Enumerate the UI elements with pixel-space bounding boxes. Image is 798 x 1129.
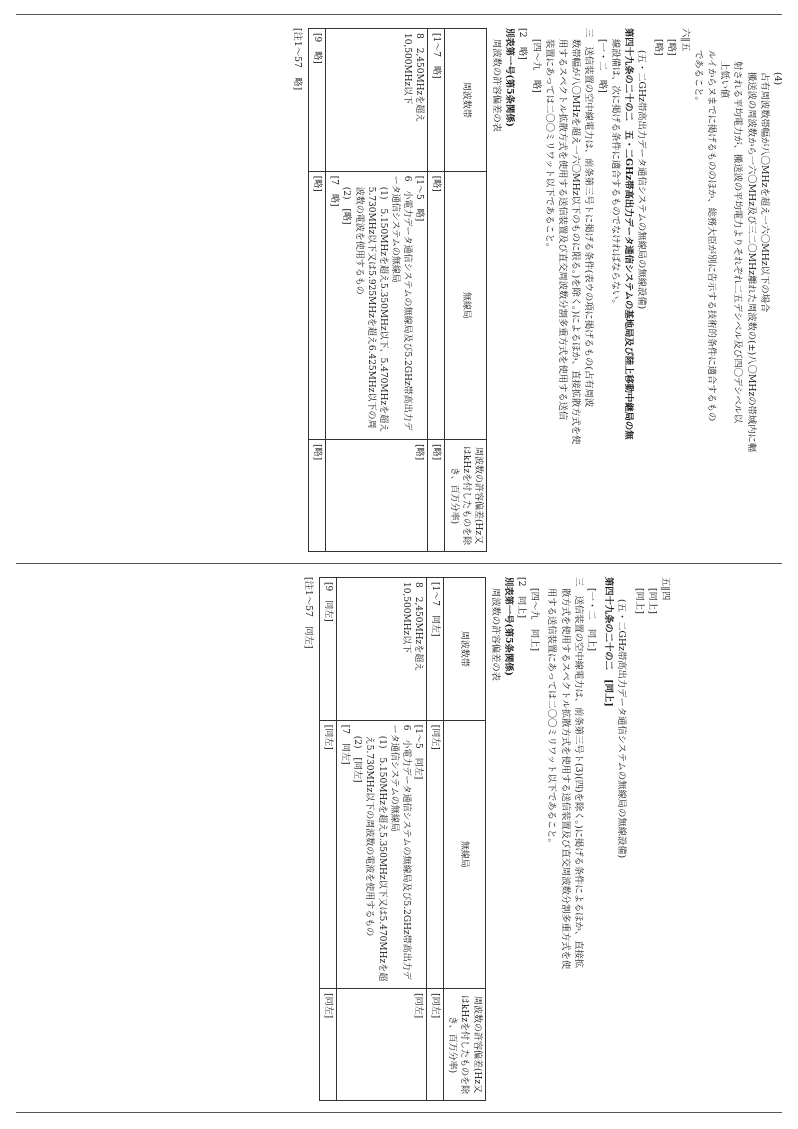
top-rule: [16, 14, 782, 15]
frequency-tolerance-table: [319, 577, 486, 1101]
cell-band: [9 略]: [309, 29, 326, 172]
cell-station: [同左]: [427, 720, 444, 988]
cell-station: [略]: [428, 171, 445, 439]
text-line: [一・二 同上]: [586, 588, 598, 652]
current-text-panel: [10, 569, 790, 1109]
frequency-tolerance-table: [308, 28, 487, 552]
station-line: [7 同左]: [340, 724, 351, 765]
station-line: (1) 5.150MHzを超え5.350MHz以下又は5.470MHzを超え5.730MHz以下の周波数の電波を使用するもの: [364, 735, 387, 982]
station-line: 6 小電力データ通信システムの無線局及び5.2GHz帯高出力データ通信システムの無線局: [390, 175, 413, 431]
cell-band: 8 2,450MHzを超え10,500MHz以下: [326, 29, 428, 172]
table-caption: 周波数の許容偏差の表: [489, 588, 501, 681]
cell-band: [9 同左]: [319, 578, 336, 721]
station-line: [1～5 同左]: [413, 724, 423, 780]
table-row: [337, 578, 427, 1101]
station-line: [7 略]: [329, 175, 340, 207]
text-line: [2 略]: [517, 28, 529, 60]
amended-text-panel: [10, 20, 790, 560]
clause-number: 五‖四: [660, 577, 671, 601]
cell-band: [1～7 略]: [428, 29, 445, 172]
table-header-row: [444, 578, 485, 1101]
text-line: 占有周波数帯幅が八〇MHzを超え一六〇MHz以下の場合: [758, 72, 770, 313]
text-line: 装置にあっては二〇〇ミリワット以下であること。: [543, 39, 555, 253]
station-line: 6 小電力データ通信システムの無線局及び5.2GHz帯高出力データ通信システムの無線局: [388, 724, 411, 980]
header-band: 周波数帯: [444, 578, 485, 721]
table-row: [326, 29, 428, 552]
text-line: 射される平均電力が、搬送波の平均電力よりそれぞれ二五デシベル及び四〇デシベル以: [732, 61, 744, 424]
article-caption: (五・二GHz帯高出力データ通信システムの無線局の無線設備): [636, 50, 648, 310]
text-line: 三 送信装置の空中線電力は、前条第三号トに掲げる条件(表ウの項に掲げるもの(占有周波: [583, 28, 595, 408]
text-line: [一・二 略]: [596, 39, 608, 93]
text-line: [同上]: [646, 588, 658, 614]
cell-tolerance: [同左]: [319, 989, 336, 1101]
text-line: 上低い値: [719, 61, 731, 99]
text-line: [四～九 略]: [530, 39, 542, 93]
text-line: ルイからヌまでに掲げるもののほか、総務大臣が別に告示する技術的条件に適合するもの: [706, 50, 718, 422]
cell-tolerance: [略]: [428, 440, 445, 552]
bottom-rule: [16, 1112, 782, 1113]
station-line: (1) 5.150MHzを超え5.350MHz以下、5.470MHzを超え5.730MHz以下又は5.925MHzを超え6.425MHz以下の周波数の電波を使用するもの: [353, 186, 388, 433]
table-note: [注1～57 同左]: [302, 577, 314, 649]
cell-tolerance: [同左]: [337, 989, 427, 1101]
text-line: 搬送波の周波数から一六〇MHz及び三二〇MHz離れた周波数の(±)八〇MHzの帯域内に輻: [745, 72, 757, 453]
cell-station: [326, 171, 428, 439]
table-header-row: [445, 29, 486, 552]
article-heading: 第四十九条の二十の二 五・二GHz帯高出力データ通信システムの基地局及び陸上移動中継局の無: [622, 28, 634, 440]
text-line: [同上]: [633, 588, 645, 614]
table-row: [309, 29, 326, 552]
cell-tolerance: [同左]: [427, 989, 444, 1101]
text-line: であること。: [692, 50, 704, 106]
text-line: [略]: [666, 39, 678, 56]
text-line: 用するスペクトル拡散方式を使用する送信装置及び直交周波数分割多重方式を使用する送信: [557, 39, 568, 421]
text-line: 用する送信装置にあっては二〇〇ミリワット以下であること。: [546, 588, 558, 848]
text-line: 三 送信装置の空中線電力は、前条第三号ト(3)(四)を除く。)に掲げる条件によるほか、直接拡: [572, 577, 584, 969]
cell-station: [略]: [309, 171, 326, 439]
cell-band: [1～7 同左]: [427, 578, 444, 721]
text-line: 散方式を使用するスペクトル拡散方式を使用する送信装置及び直交周波数分割多重方式を使: [559, 588, 571, 970]
table-caption: 周波数の許容偏差の表: [491, 39, 503, 132]
header-band: 周波数帯: [445, 29, 486, 172]
station-line: (2) [略]: [341, 186, 352, 225]
clause-number: 六‖五: [679, 28, 691, 52]
station-line: (2) [同左]: [352, 735, 363, 783]
article-caption: (五・二GHz帯高出力データ通信システムの無線局の無線設備): [616, 599, 628, 859]
appendix-heading: 別表第一号(第5条関係): [504, 28, 516, 127]
cell-tolerance: [略]: [309, 440, 326, 552]
header-station: 無線局: [444, 720, 485, 988]
header-station: 無線局: [445, 171, 486, 439]
article-heading: 第四十九条の二十の二 [同上]: [603, 577, 615, 707]
cell-station: [同左]: [319, 720, 336, 988]
header-tolerance: 周波数の許容偏差(Hz又はkHzを付したものを除き、百万分率): [444, 989, 485, 1101]
cell-tolerance: [略]: [326, 440, 428, 552]
station-line: [1～5 略]: [414, 175, 425, 222]
text-line: [四～九 同上]: [529, 588, 541, 652]
cell-station: [337, 720, 427, 988]
header-tolerance: 周波数の許容偏差(Hz又はkHzを付したものを除き、百万分率): [445, 440, 486, 552]
item-number: (4): [772, 72, 783, 86]
table-row: [427, 578, 444, 1101]
table-row: [319, 578, 336, 1101]
middle-rule: [16, 563, 782, 564]
text-line: [略]: [653, 39, 665, 56]
table-row: [428, 29, 445, 552]
appendix-heading: 別表第一号(第5条関係): [502, 577, 514, 676]
text-line: 線設備は、次に掲げる条件に適合するものでなければならない。: [609, 39, 621, 309]
cell-band: 8 2,450MHzを超え10,500MHz以下: [337, 578, 427, 721]
text-line: [2 同上]: [516, 577, 528, 619]
text-line: 数帯幅が八〇MHzを超え一六〇MHz以下のものに限る。)を除く。)によるほか、直接拡散方式を使: [570, 39, 582, 445]
table-note: [注1～57 略]: [292, 28, 304, 91]
